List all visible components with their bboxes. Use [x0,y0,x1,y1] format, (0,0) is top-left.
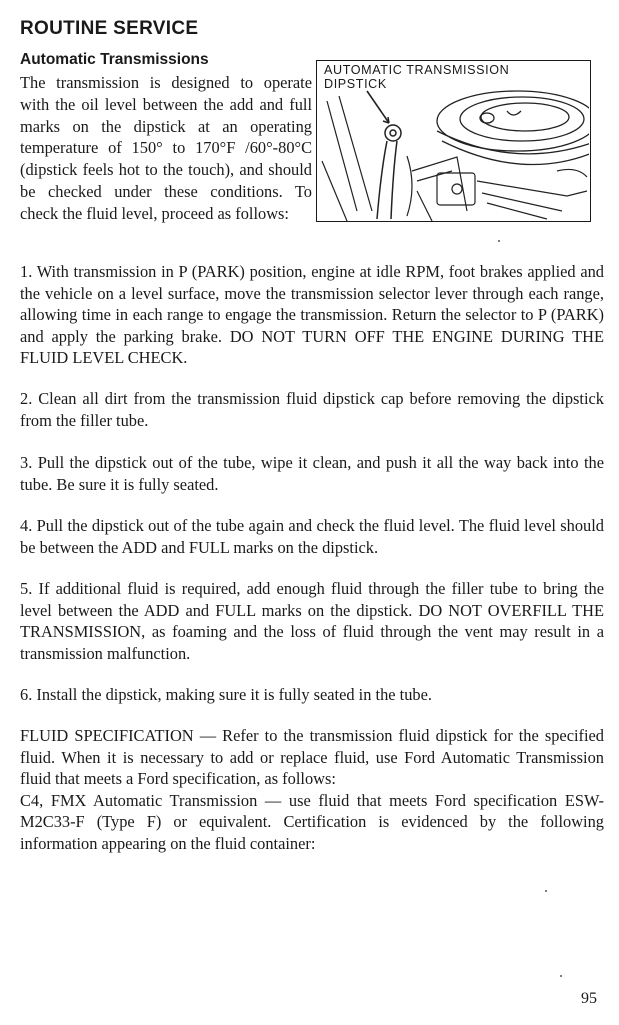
section-title: ROUTINE SERVICE [20,18,199,39]
dipstick [367,91,401,219]
page-number: 95 [581,990,597,1007]
step-5: 5. If additional fluid is required, add enough fluid through the filler tube to bring the level between the ADD and FULL marks on the dipstick. DO NOT OVERFILL THE TRANSMISSION, as foaming and the loss of fluid through the vent may result in a transmission malfunction. [20,579,604,663]
c4-fmx-spec-paragraph: C4, FMX Automatic Transmission — use fluid that meets Ford specification ESW-M2C33-F (Type F) or equivalent. Certification is evidenced by the following information appearing on the fluid container: [20,790,604,853]
engine-block [322,96,587,221]
figure-caption: AUTOMATIC TRANSMISSION DIPSTICK [324,63,510,91]
step-6: 6. Install the dipstick, making sure it is fully seated in the tube. [20,685,432,704]
step-4: 4. Pull the dipstick out of the tube again and check the fluid level. The fluid level should be between the ADD and FULL marks on the dipstick. [20,516,604,557]
dipstick-illustration [316,60,591,222]
step-3: 3. Pull the dipstick out of the tube, wipe it clean, and push it all the way back into the tube. Be sure it is fully seated. [20,453,604,494]
intro-paragraph: The transmission is designed to operate with the oil level between the add and full marks on the dipstick at an operating temperature of 150° to 170°F /60°-80°C (dipstick feels hot to the touch), and should be checked under these conditions. To check the fluid level, proceed as follows: [20,73,312,223]
subsection-title: Automatic Transmissions [20,51,209,68]
air-cleaner [437,91,589,165]
fluid-spec-paragraph: FLUID SPECIFICATION — Refer to the transmission fluid dipstick for the specified fluid. When it is necessary to add or replace fluid, use Ford Automatic Transmission fluid that meets a Ford specification, as follows: [20,726,604,788]
step-2: 2. Clean all dirt from the transmission fluid dipstick cap before removing the dipstick from the filler tube. [20,389,604,430]
fluid-specification [20,725,604,854]
step-1: 1. With transmission in P (PARK) position, engine at idle RPM, foot brakes applied and the vehicle on a level surface, move the transmission selector lever through each range, allowing time in each range to engage the transmission. Return the selector to P (PARK) and apply the parking brake. DO NOT TURN OFF THE ENGINE DURING THE FLUID LEVEL CHECK. [20,262,604,367]
print-speck [545,890,547,892]
print-speck [560,975,562,977]
print-speck [498,240,500,242]
